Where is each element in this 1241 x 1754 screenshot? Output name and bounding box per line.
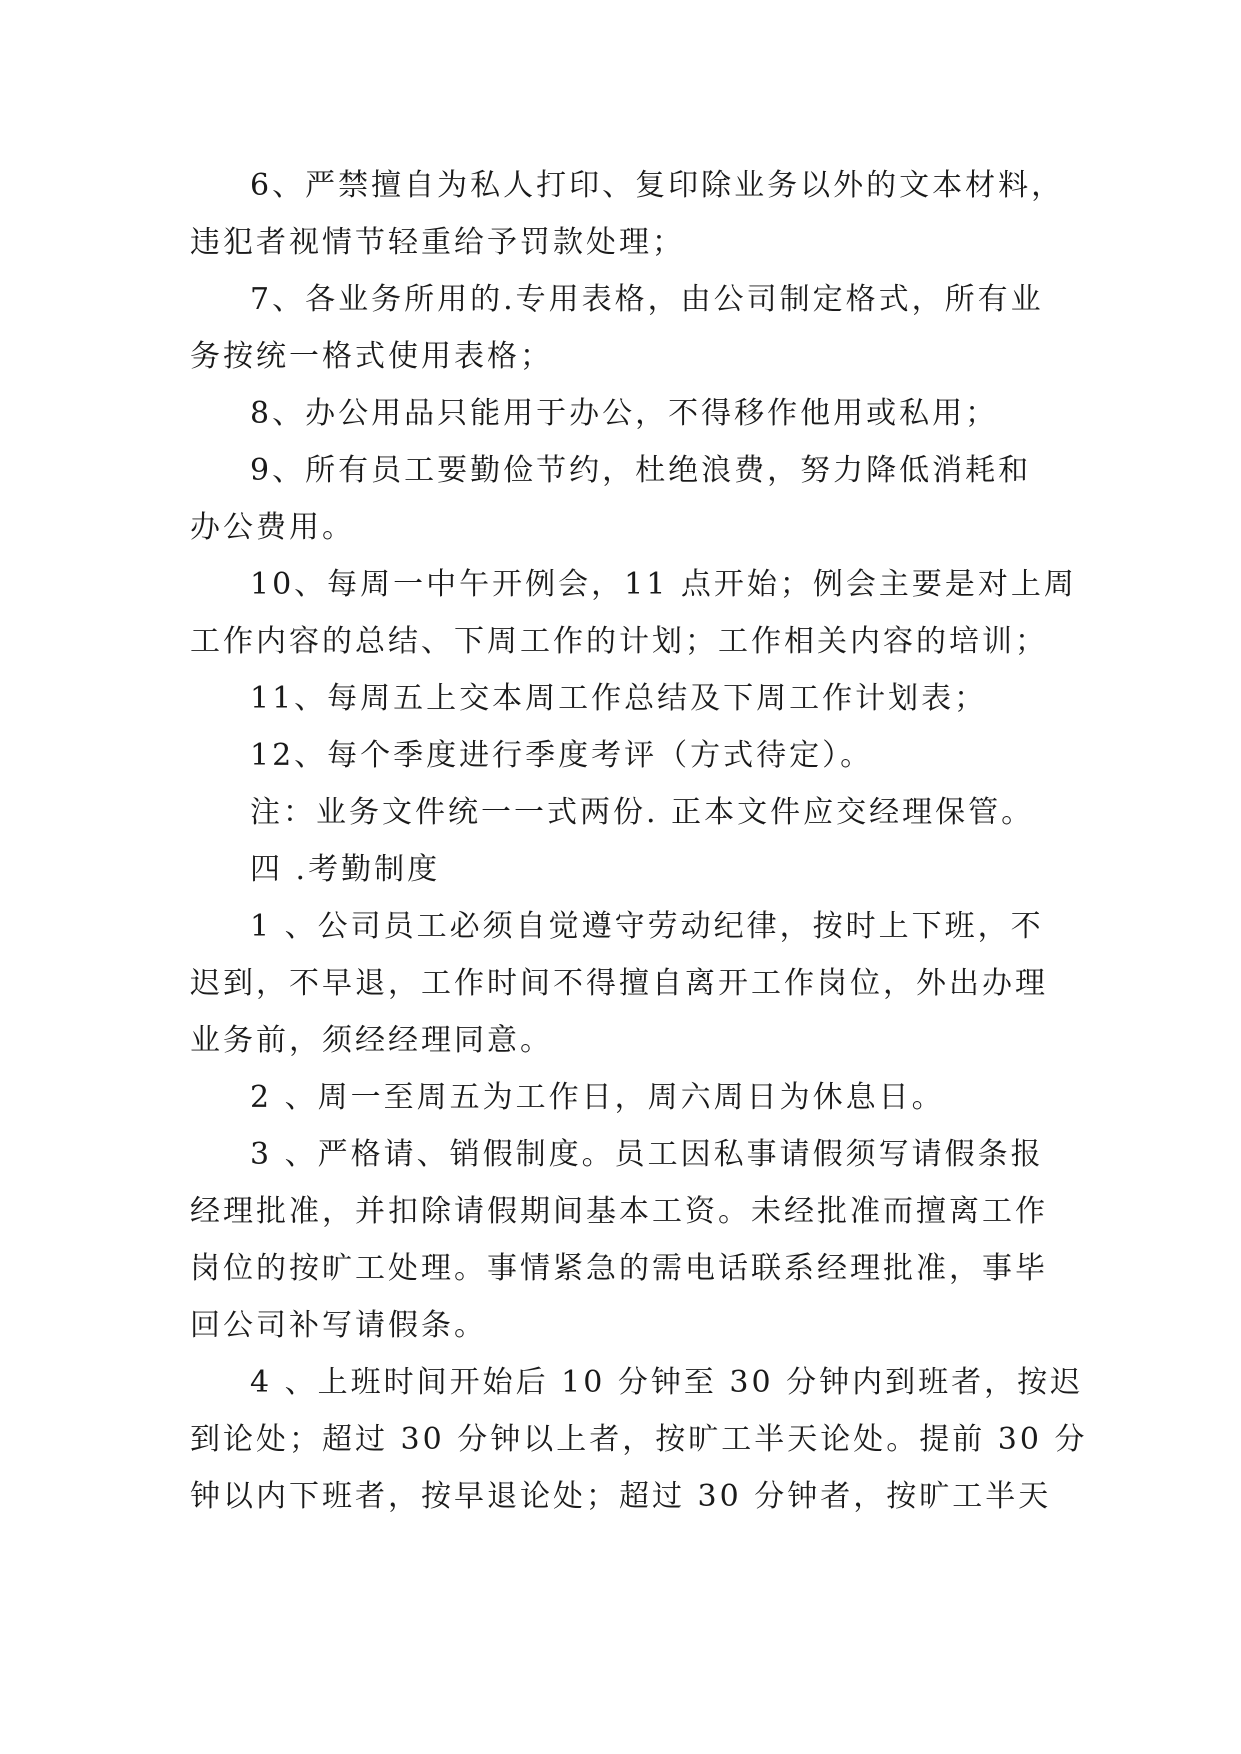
text-line: 业务前，须经经理同意。 <box>190 1023 553 1058</box>
text-line: 迟到，不早退，工作时间不得擅自离开工作岗位，外出办理 <box>190 966 1048 1001</box>
text-line: 8、办公用品只能用于办公，不得移作他用或私用； <box>250 396 999 431</box>
text-line: 违犯者视情节轻重给予罚款处理； <box>190 225 685 260</box>
text-line: 务按统一格式使用表格； <box>190 339 553 374</box>
text-line: 回公司补写请假条。 <box>190 1308 487 1343</box>
text-line: 2 、周一至周五为工作日，周六周日为休息日。 <box>250 1080 945 1115</box>
text-line: 岗位的按旷工处理。事情紧急的需电话联系经理批准，事毕 <box>190 1251 1048 1286</box>
text-line: 注：业务文件统一一式两份. 正本文件应交经理保管。 <box>250 795 1035 830</box>
text-line: 10、每周一中午开例会，11 点开始；例会主要是对上周 <box>250 567 1077 602</box>
text-line: 1 、公司员工必须自觉遵守劳动纪律，按时上下班，不 <box>250 909 1044 944</box>
text-line: 4 、上班时间开始后 10 分钟至 30 分钟内到班者，按迟 <box>250 1365 1084 1400</box>
text-line: 3 、严格请、销假制度。员工因私事请假须写请假条报 <box>250 1137 1044 1172</box>
text-line: 6、严禁擅自为私人打印、复印除业务以外的文本材料， <box>250 168 1065 203</box>
text-line: 经理批准，并扣除请假期间基本工资。未经批准而擅离工作 <box>190 1194 1048 1229</box>
text-line: 钟以内下班者，按早退论处；超过 30 分钟者，按旷工半天 <box>190 1479 1052 1514</box>
section-heading: 四 .考勤制度 <box>250 852 441 887</box>
text-line: 11、每周五上交本周工作总结及下周工作计划表； <box>250 681 988 716</box>
text-line: 12、每个季度进行季度考评（方式待定）。 <box>250 738 874 773</box>
text-line: 办公费用。 <box>190 510 355 545</box>
text-line: 工作内容的总结、下周工作的计划；工作相关内容的培训； <box>190 624 1048 659</box>
text-line: 7、各业务所用的.专用表格，由公司制定格式，所有业 <box>250 282 1044 317</box>
text-line: 到论处；超过 30 分钟以上者，按旷工半天论处。提前 30 分 <box>190 1422 1088 1457</box>
text-line: 9、所有员工要勤俭节约，杜绝浪费，努力降低消耗和 <box>250 453 1032 488</box>
